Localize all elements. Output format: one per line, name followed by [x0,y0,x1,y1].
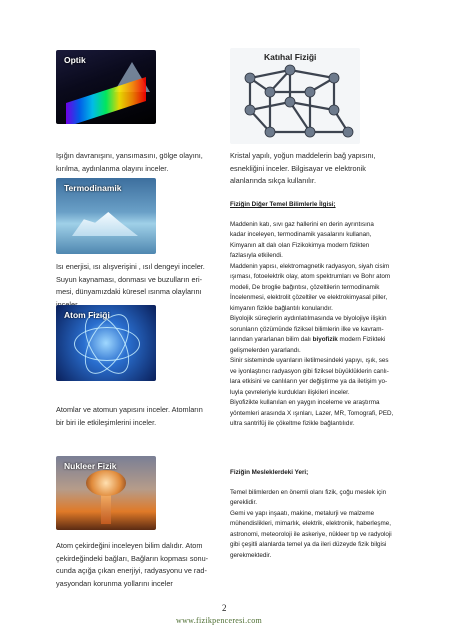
text-line: ultra santrifüj ile çökeltme fizikle bağlantılıdır. [230,420,355,427]
text-line: modeli, De broglie bağıntısı, çözeltilerin termodinamik [230,283,380,291]
text-line: lara etkisini ve canlıların yer değiştirme ya da iletişim yo- [230,378,388,385]
atom-image [56,305,156,381]
other-sciences-section [230,200,430,430]
katihal-image [230,48,360,144]
biyofizik-line [230,335,430,346]
footer-url: www.fizikpenceresi.com [176,616,263,625]
text-line: Kimyanın alt dalı olan Fizikokimya modern fizikten [230,241,370,249]
optik-image [56,50,156,124]
caption-line: bir biri ile etkileşimlerini inceler. [56,417,157,427]
optik-title: Optik [64,55,86,65]
text-line: ışıması, fotoelektrik olay, atom spektrumları ve Bohr atom [230,273,391,280]
termodinamik-image [56,178,156,254]
text-line: Temel bilimlerden en önemli olanı fizik, çoğu meslek için [230,488,387,496]
text-span: larından yararlanan bilim dalı [230,336,313,343]
text-line: ve iyonlaştırıcı radyasyon gibi fiziksel büyüklüklerin canlı- [230,367,389,375]
biyofizik-bold: biyofizik [312,336,338,343]
text-line: İncelenmesi, elektrolit çözeltiler ve elektrokimyasal piller, [230,294,388,301]
text-line: gerekmektedir. [230,551,272,559]
katihal-title: Katıhal Fiziği [264,52,317,62]
termodinamik-title: Termodinamik [64,183,122,193]
caption-line: Kristal yapılı, yoğun maddelerin bağ yapısını, [230,151,376,160]
page-number: 2 [222,603,227,613]
katihal-caption [230,150,430,188]
text-line: Gemi ve yapı inşaatı, makine, metalurji ve malzeme [230,509,375,517]
text-line: mühendislikleri, mimarlık, elektrik, elektronik, haberleşme, [230,520,391,527]
caption-line: Atom çekirdeğini inceleyen bilim dalıdır. Atom [56,541,203,550]
mushroom-stem-shape [101,492,111,524]
text-line: gelişmelerden yararlandı. [230,346,301,354]
text-line: Biyofizikte kullanılan en yaygın inceleme ve araştırma [230,399,380,406]
other-sciences-heading: Fiziğin Diğer Temel Bilimlerle İlgisi; [230,201,336,208]
text-line: yöntemleri arasında X ışınları, Lazer, MR, Tomografi, PED, [230,409,394,417]
text-line: luyla çevreleriyle kurdukları ilişkileri inceler. [230,388,350,396]
text-line: astronomi, meteoroloji ile askeriye, nükleer tıp ve radyoloji [230,530,392,538]
text-line: kimyanın fizikle bağlantılı konularıdır. [230,304,333,312]
caption-line: alanlarında sıkça kullanılır. [230,176,316,186]
spectrum-beam [66,77,146,124]
caption-line: Işığın davranışını, yansımasını, gölge olayını, [56,151,203,160]
professions-heading: Fiziğin Mesleklerdeki Yeri; [230,469,309,476]
text-line: fazlasıyla etkilendi. [230,252,283,259]
text-line: gibi çeşitli alanlarda temel ya da ileri düzeyde fizik bilgisi [230,541,387,548]
nukleer-image [56,456,156,530]
atom-caption [56,404,226,429]
text-line: gereklidir. [230,499,257,506]
text-line: kadar inceleyen, termodinamik yasalarını kullanan, [230,231,372,238]
caption-line: çekirdeğindeki bağları, Bağların kopması sonu- [56,553,209,563]
text-line: Maddenin katı, sıvı gaz hallerini en derin ayrıntısına [230,220,374,228]
nukleer-title: Nukleer Fizik [64,461,117,471]
text-line: Sinir sisteminde uyarıların iletilmesindeki yapıyı, ışık, ses [230,357,389,364]
text-line: Maddenin yapısı, elektromagnetik radyasyon, siyah cisim [230,262,390,270]
caption-line: Isı enerjisi, ısı alışverişini , ısıl dengeyi inceler. [56,262,205,271]
text-span: modern Fizikteki [337,336,386,343]
crystal-lattice-icon [230,48,360,144]
text-line: Biyolojik süreçlerin aydınlatılmasında ve biyolojiye ilişkin [230,315,387,322]
optik-caption [56,150,226,175]
iceberg-shape [72,212,138,236]
caption-line: kırılma, aydınlanma olayını inceler. [56,163,169,173]
caption-line: cunda açığa çıkan enerjiyi, radyasyonu ve rad- [56,566,207,576]
termodinamik-caption [56,261,226,311]
text-line: sorunların çözümünde fiziksel bilimlerin ilke ve kavram- [230,325,384,333]
caption-line: Suyun kaynaması, donması ve buzulların eri- [56,274,203,284]
caption-line: mesi, dünyamızdaki küresel ısınma olaylarını [56,287,202,297]
caption-line: esnekliğini inceler. Bilgisayar ve elektronik [230,163,366,173]
caption-line: yasyondan korunma yollarını inceler [56,578,173,588]
nukleer-caption [56,540,228,590]
professions-section [230,468,430,561]
atom-title: Atom Fiziği [64,310,110,320]
mushroom-cloud-shape [86,470,126,496]
caption-line: Atomlar ve atomun yapısını inceler. Atomların [56,405,203,414]
